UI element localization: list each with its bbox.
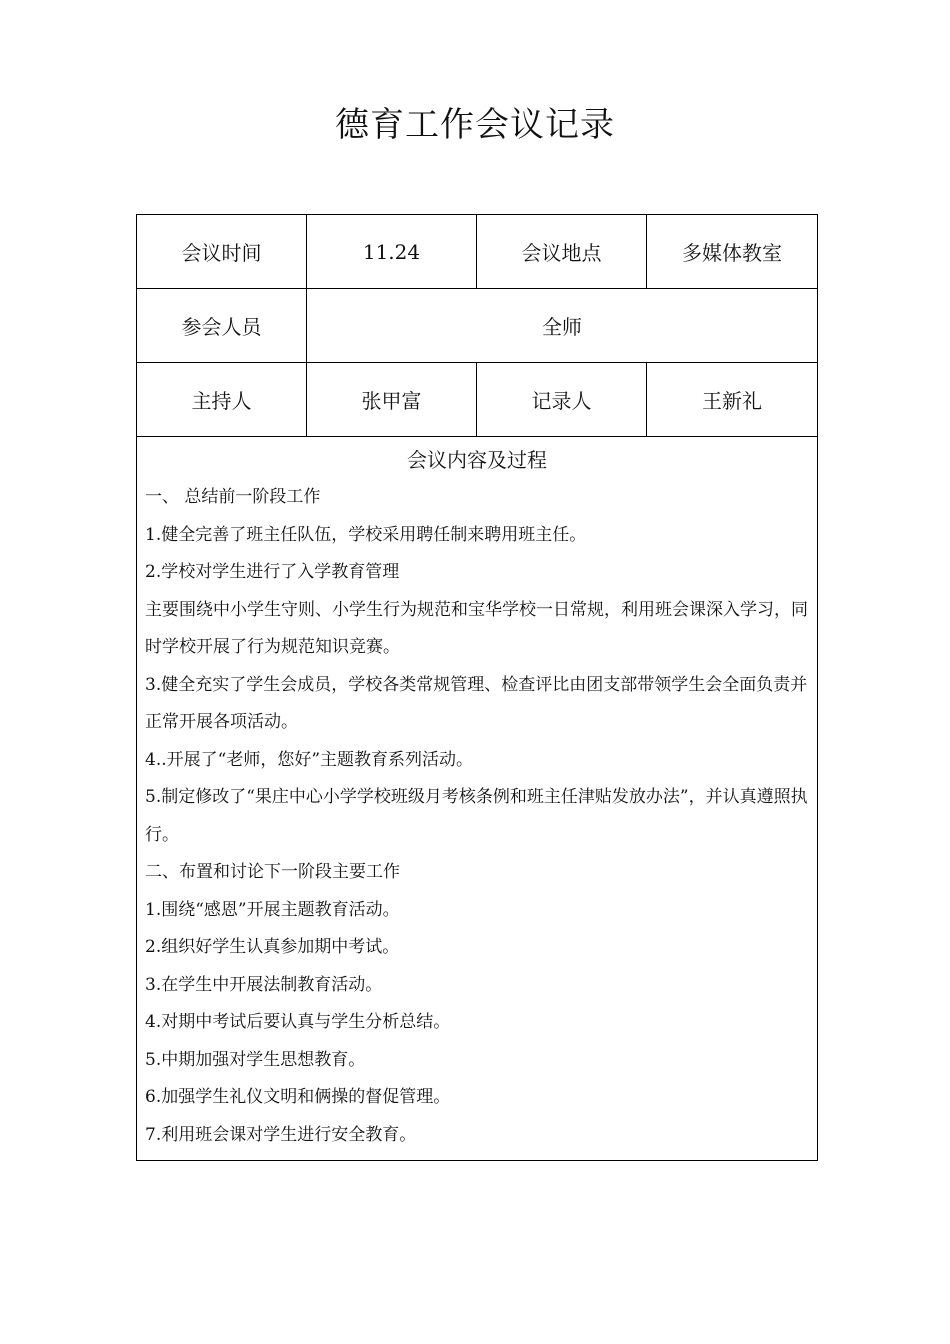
content-line: 1.健全完善了班主任队伍，学校采用聘任制来聘用班主任。 [145, 524, 587, 545]
content-line: 2.学校对学生进行了入学教育管理 [145, 562, 400, 582]
attendees-value: 全师 [307, 289, 818, 363]
content-line: 7.利用班会课对学生进行安全教育。 [145, 1124, 417, 1145]
content-line: 2.组织好学生认真参加期中考试。 [145, 937, 400, 957]
content-line: 4..开展了“老师，您好”主题教育系列活动。 [145, 749, 474, 770]
content-line: 3.健全充实了学生会成员，学校各类常规管理、检查评比由团支部带领学生会全面负责并正常开展各项活动。 [145, 674, 808, 732]
content-row [137, 437, 818, 1161]
content-line: 二、布置和讨论下一阶段主要工作 [145, 862, 400, 882]
meeting-record-table [136, 214, 818, 1161]
recorder-label: 记录人 [477, 363, 647, 437]
content-lines [145, 479, 809, 1154]
host-value: 张甲富 [307, 363, 477, 437]
host-recorder-row [137, 363, 818, 437]
content-line: 4.对期中考试后要认真与学生分析总结。 [145, 1012, 451, 1032]
document-title: 德育工作会议记录 [335, 105, 615, 145]
recorder-value: 王新礼 [647, 363, 818, 437]
time-place-row [137, 215, 818, 289]
content-cell [137, 437, 818, 1161]
place-label: 会议地点 [477, 215, 647, 289]
content-line: 6.加强学生礼仪文明和俩操的督促管理。 [145, 1087, 451, 1107]
time-label: 会议时间 [137, 215, 307, 289]
content-line: 主要围绕中小学生守则、小学生行为规范和宝华学校一日常规，利用班会课深入学习，同时学校开展了行为规范知识竞赛。 [145, 599, 808, 657]
content-line: 1.围绕“感恩”开展主题教育活动。 [145, 899, 400, 920]
content-line: 5.中期加强对学生思想教育。 [145, 1049, 366, 1070]
attendees-row [137, 289, 818, 363]
content-line: 3.在学生中开展法制教育活动。 [145, 974, 383, 995]
content-line: 5.制定修改了“果庄中心小学学校班级月考核条例和班主任津贴发放办法”，并认真遵照执行。 [145, 787, 808, 845]
time-value: 11.24 [307, 215, 477, 289]
place-value: 多媒体教室 [647, 215, 818, 289]
attendees-label: 参会人员 [137, 289, 307, 363]
content-line: 一、 总结前一阶段工作 [145, 487, 321, 507]
host-label: 主持人 [137, 363, 307, 437]
content-heading: 会议内容及过程 [407, 448, 547, 472]
